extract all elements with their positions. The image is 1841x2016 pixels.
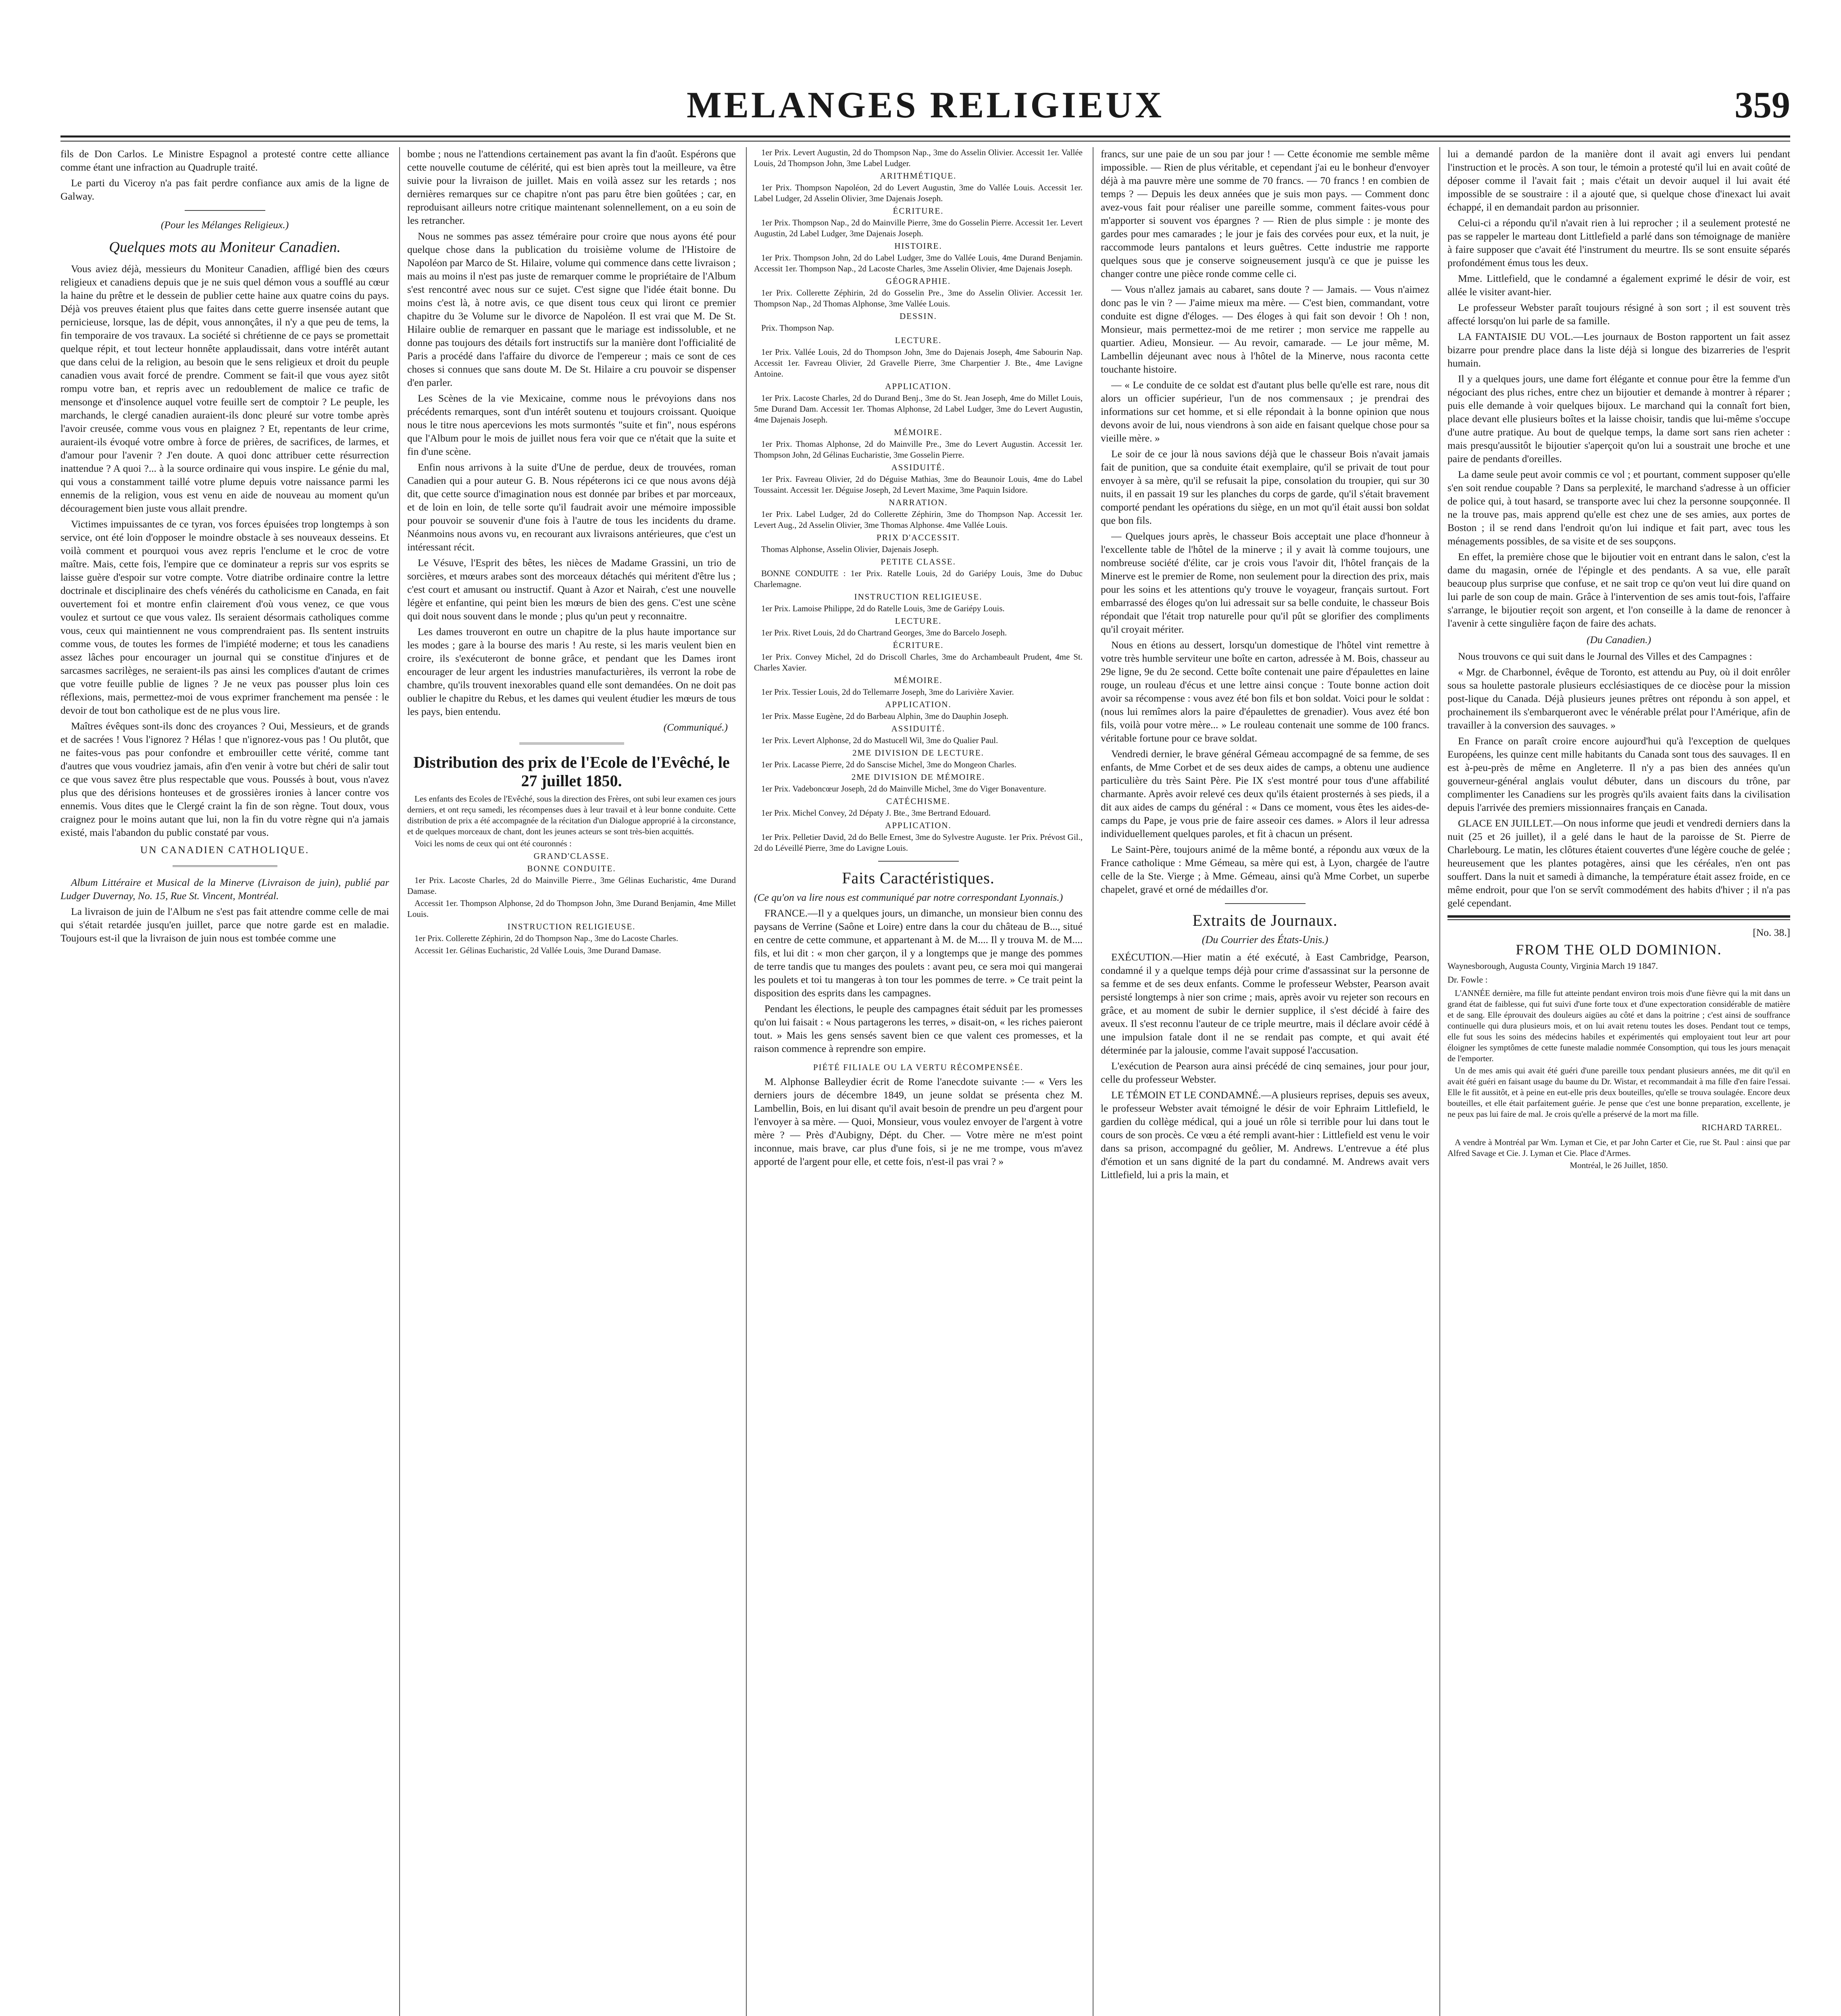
page-number: 359: [1735, 84, 1790, 125]
prize-heading: ARITHMÉTIQUE.: [880, 171, 957, 181]
advert-paragraph: L'ANNÉE dernière, ma fille fut atteinte pendant environ trois mois d'une fièvre qui la mit dans un grand état de faiblesse, qui fut suivi d'une forte toux et d'une expectoration considérable de matière et de sang. Elle éprouvait des douleurs aigües au côté et dans la poitrine ; c'est ainsi de souffrance continuelle qui dura plusieurs mois, et on lui avait retenu toutes les doses. Pendant tout ce temps, elle fut sous les soins des médecins habiles et expérimentés qui employaient tout leur art pour éloigner les symptômes de cette funeste maladie nommée Consomption, qui tous les jours menaçait de l'emporter.: [1447, 988, 1790, 1063]
column-divider: [746, 147, 747, 2016]
prize-heading: ASSIDUITÉ.: [891, 724, 945, 733]
prize-heading: PETITE CLASSE.: [881, 557, 956, 566]
prize-entry: 1er Prix. Thompson Nap., 2d do Mainville Pierre, 3me do Gosselin Pierre. Accessit 1er. Levert Augustin, 2d Label Ludger, 3me Dajenais Joseph.: [754, 218, 1083, 238]
prize-heading: APPLICATION.: [885, 381, 952, 391]
prize-entry: 1er Prix. Vadeboncœur Joseph, 2d do Mainville Michel, 3me do Viger Bonaventure.: [761, 784, 1046, 793]
article-paragraph: Les dames trouveront en outre un chapitre de la plus haute importance sur les modes ; gare à la bourse des maris ! Au reste, si les maris veulent bien en croire, ils s'exécuteront de bonne grâce, et pendant que les Dames iront encourager de leur argent les industries manufacturières, ils verront la robe de chambre, qu'ils trouvent inexorables quand elle sont demandées. On ne doit pas oublier le chapitre du Rebus, et les dames qui veulent étudier les mœurs de tous les pays, bien entendu.: [407, 626, 736, 717]
prize-heading: DESSIN.: [900, 311, 937, 321]
prize-heading: ÉCRITURE.: [893, 640, 944, 650]
prize-heading: CATÉCHISME.: [886, 796, 951, 806]
advert-paragraph: Un de mes amis qui avait été guéri d'une pareille toux pendant plusieurs années, me dit qu'il en avait été guéri en faisant usage du baume du Dr. Wistar, et recommandait à ma fille d'en faire l'essai. Elle le fit aussitôt, et à peine en eut-elle pris deux bouteilles, qu'elle se trouva soulagée. Encore deux bouteilles, et elle était parfaitement guérie. Je pense que c'est une bonne preparation, excellente, je ne peux pas lui faire de mal. Je crois qu'elle a préservé de la mort ma fille.: [1447, 1066, 1790, 1119]
prize-entry: 1er Prix. Lamoise Philippe, 2d do Ratelle Louis, 3me de Gariépy Louis.: [761, 604, 1005, 613]
article-paragraph: Le Vésuve, l'Esprit des bêtes, les nièces de Madame Grassini, un trio de sorcières, et mœurs arabes sont des morceaux détachés qui méritent d'être lus ; c'est court et amusant ou instructif. Quant à Azor et Nairah, c'est une nouvelle légère et enfantine, qui peint bien les mœurs de bien des gens. C'est une scène qui doit nous souvent dans le monde ; plus qu'un peut y reconnaitre.: [407, 557, 736, 622]
article-paragraph: Voici les noms de ceux qui ont été couronnés :: [414, 839, 572, 848]
prize-entry: 1er Prix. Label Ludger, 2d do Collerette Zéphirin, 3me do Thompson Nap. Accessit 1er. Levert Aug., 2d Asselin Olivier, 3me Thomas Alphonse. 4me Vallée Louis.: [754, 509, 1083, 530]
article-source: (Du Canadien.): [1586, 634, 1651, 646]
article-paragraph: L'exécution de Pearson aura ainsi précédé de cinq semaines, jour pour jour, celle du professeur Webster.: [1101, 1060, 1429, 1085]
masthead: [60, 83, 1790, 127]
prize-heading: APPLICATION.: [885, 700, 952, 709]
prize-heading: MÉMOIRE.: [894, 675, 943, 685]
article-paragraph: Nous ne sommes pas assez téméraire pour croire que nous ayons été pour quelque chose dans la publication du troisième volume de l'Histoire de Napoléon par Marco de St. Hilaire, volume qui commence dans cette livraison ; mais au moins il n'est pas juste de remarquer comme le propriétaire de l'Album s'est rencontré avec nous sur ce sujet. C'est signe que l'idée était bonne. Du moins c'est là, à notre avis, ce que disent tous ceux qui liront ce premier chapitre du 3e Volume sur le divorce de Napoléon. Il est vrai que M. De St. Hilaire oublie de remarquer en passant que le mariage est indissoluble, et ne donne pas toujours des détails fort instructifs sur la manière dont l'officialité de Paris a procédé dans l'affaire du divorce de l'empereur ; mais ce sont de ces choses si connues que sans doute M. De St. Hilaire a cru pouvoir se dispenser d'en parler.: [407, 230, 736, 388]
article-subtitle: (Du Courrier des États-Unis.): [1202, 934, 1329, 946]
prize-heading: INSTRUCTION RELIGIEUSE.: [854, 592, 983, 602]
article-paragraph: Le professeur Webster paraît toujours résigné à son sort ; il est souvent très affecté lorsqu'on lui parle de sa famille.: [1447, 302, 1790, 327]
article-paragraph: — Vous n'allez jamais au cabaret, sans doute ? — Jamais. — Vous n'aimez donc pas le vin ? — J'aime mieux ma mère. — C'est bien, commandant, votre conduite est digne d'éloges. — Des éloges à qui fait son devoir ! Oh ! non, Monsieur, mais permettez-moi de me retirer ; mon service me rappelle au quartier. Adieu, Monsieur. — Au revoir, camarade. — Le jour même, M. Lambellin déjeunant avec nous à l'hôtel de la Minerve, nous raconta cette touchante histoire.: [1101, 283, 1429, 375]
prize-heading: LECTURE.: [895, 335, 942, 345]
prize-heading: 2ME DIVISION DE LECTURE.: [852, 748, 984, 758]
prize-entry: Thomas Alphonse, Asselin Olivier, Dajenais Joseph.: [761, 544, 939, 554]
divider: [878, 861, 959, 862]
prize-entry: BONNE CONDUITE : 1er Prix. Ratelle Louis, 2d do Gariépy Louis, 3me do Dubuc Charlemagne.: [754, 569, 1083, 589]
prize-entry: 1er Prix. Vallée Louis, 2d do Thompson John, 3me do Dajenais Joseph, 4me Sabourin Nap. Accessit 1er. Favreau Olivier, 2d Gravelle Pierre, 3me Charpentier J. Bte., 4me Lavigne Antoine.: [754, 347, 1083, 379]
article-paragraph: Vendredi dernier, le brave général Gémeau accompagné de sa femme, de ses enfants, de Mme Corbet et de ses deux aides de camps, a obtenu une audience particulière du très Saint Père. Pie IX s'est montré pour tous d'une affabilité charmante. Après avoir relevé ces deux qu'ils étaient prosternés à ses pieds, il a dit aux aides de camps du général : « Dans ce moment, vous êtes les aides-de-camps du Pape, je vous prie de faire asseoir ces dames. » Alors il leur adressa individuellement quelques paroles, et fit à chacun un présent.: [1101, 748, 1429, 839]
divider: [185, 210, 265, 211]
article-heading: Distribution des prix de l'Ecole de l'Evêché, le 27 juillet 1850.: [413, 753, 730, 790]
article-paragraph: EXÉCUTION.—Hier matin a été exécuté, à East Cambridge, Pearson, condamné il y a quelque temps déjà pour crime d'assassinat sur la personne de sa femme et de ses deux enfants. Comme le professeur Webster, Pearson avait persisté longtemps à nier son crime ; mais, après avoir vu rejeter son recours en grâce, et au moment de subir le dernier supplice, il s'est décidé à faire des aveux. Il s'est reconnu l'auteur de ce triple meurtre, mais il déclare avoir cédé à une impulsion fatale dont il ne se rendait pas compte, et qui avait été déterminée par la jalousie, comme l'avait supposé l'accusation.: [1101, 951, 1429, 1056]
article-paragraph: Le soir de ce jour là nous savions déjà que le chasseur Bois n'avait jamais fait de punition, que sa conduite était exemplaire, qu'il se privait de tout pour envoyer à sa mère, qu'il se refusait la pipe, consolation du troupier, qui sur 30 nuits, il en passait 19 sur les planches du corps de garde, qu'il s'était bravement comporté pendant les opérations du siège, en un mot qu'il était aussi bon soldat que bon fils.: [1101, 448, 1429, 526]
prize-heading: GRAND'CLASSE.: [533, 851, 610, 861]
divider: [1225, 903, 1306, 904]
article-paragraph: La dame seule peut avoir commis ce vol ; et pourtant, comment supposer qu'elle s'en soit rendue coupable ? Dans sa perplexité, le marchand s'adresse à un officier de police qui, à tout hasard, se transporte avec lui chez la personne soupçonnée. Il ne la trouve pas, mais apprend qu'elle est chez une de ses amies, aux portes de Boston ; il se rend dans l'endroit qu'on lui indique et fait part, avec tous les ménagements possibles, de sa visite et de ses soupçons.: [1447, 469, 1790, 547]
prize-heading: MÉMOIRE.: [894, 427, 943, 437]
article-paragraph: Nous trouvons ce qui suit dans le Journal des Villes et des Campagnes :: [1458, 650, 1752, 662]
prize-entry: 1er Prix. Thomas Alphonse, 2d do Mainville Pre., 3me do Levert Augustin. Accessit 1er. Thompson John, 2d Gélinas Eucharistie, 3me Gosselin Pierre.: [754, 439, 1083, 460]
article-paragraph: LA FANTAISIE DU VOL.—Les journaux de Boston rapportent un fait assez bizarre pour prendre place dans la liste déjà si longue des bizarreries de l'esprit humain.: [1447, 331, 1790, 369]
prize-heading: LECTURE.: [895, 616, 942, 626]
prize-entry: 1er Prix. Lacoste Charles, 2d do Durand Benj., 3me do St. Jean Joseph, 4me do Millet Louis, 5me Durand Dam. Accessit 1er. Thomas Alphonse, 2d Label Ludger, 3me do Levert Augustin, 4me Dajenais Joseph.: [754, 393, 1083, 425]
article-paragraph: — « Le conduite de ce soldat est d'autant plus belle qu'elle est rare, nous dit alors un officier supérieur, l'un de nos commensaux ; je prendrai des informations sur cet homme, et si elle répondait à la bonne opinion que nous devons avoir de lui, nous viendrons à son aide en faisant quelque chose pour sa vieille mère. »: [1101, 379, 1429, 444]
article-paragraph: Les enfants des Ecoles de l'Evêché, sous la direction des Frères, ont subi leur examen ces jours derniers, et ont reçu samedi, les récompenses dues à leur travail et à leur bonne conduite. Cette distribution de prix a été accompagnée de la récitation d'un Dialogue approprié à la circonstance, et de quelques morceaux de chant, dont les jeunes acteurs se sont très-bien acquittés.: [407, 794, 736, 836]
divider: [173, 865, 277, 867]
prize-list: [407, 793, 736, 956]
article-paragraph: Il y a quelques jours, une dame fort élégante et connue pour être la femme d'un négociant des plus riches, entre chez un bijoutier et demande à montrer à réparer ; puis elle demande à voir quelques bijoux. Le marchand qui la connaît fort bien, place devant elle plusieurs boîtes et la laisse choisir, tandis que lui-même s'occupe d'une autre pratique. Au bout de quelque temps, la dame sort sans rien acheter : mais presqu'aussitôt le bijoutier s'aperçoit qu'on lui a soustrait une broche et une paire de pendants d'oreilles.: [1447, 373, 1790, 464]
advert-paragraph: A vendre à Montréal par Wm. Lyman et Cie, et par John Carter et Cie, rue St. Paul : ainsi que par Alfred Savage et Cie. J. Lyman et Cie. Place d'Armes.: [1447, 1137, 1790, 1158]
column-divider: [399, 147, 400, 2016]
prize-entry: 1er Prix. Collerette Zéphirin, 2d do Gosselin Pre., 3me do Asselin Olivier. Accessit 1er. Thompson Nap., 2d Thomas Alphonse, 3me Vallée Louis.: [754, 288, 1083, 308]
column-3: [754, 147, 1083, 2016]
article-paragraph: Maîtres évêques sont-ils donc des croyances ? Oui, Messieurs, et de grands et de sacrées ! Vous l'ignorez ? Hélas ! que n'ignorez-vous pas ! Ou plutôt, que ne faites-vous pas pour confondre et embrouiller cette vérité, comme tant d'autres que vous voudriez jamais, afin d'en venir à votre but chéri de salir tout ce que vous savez être plus respectable que vous. Poussés à bout, vous n'avez plus que des dérisions honteuses et de grossières ironies à lancer contre vos ennemis. Vous dites que le Clergé craint la fin de son règne. Tout doux, vous craignez pour le moins autant que lui, non la fin du votre règne qui n'a jamais existé, mais l'abandon du public constaté par vous.: [60, 720, 389, 838]
article-paragraph: En France on paraît croire encore aujourd'hui qu'à l'exception de quelques Européens, les quinze cent mille habitants du Canada sont tous des sauvages. Il en est à-peu-près de même en Angleterre. Il n'y a pas bien des années qu'un gouverneur-général anglais voulut débuter, dans un discours du trône, par complimenter les Canadiens sur les progrès qu'ils avaient faits dans la civilisation depuis l'arrivée des premiers missionnaires français en Canada.: [1447, 735, 1790, 813]
article-signature: UN CANADIEN CATHOLIQUE.: [140, 844, 310, 856]
article-paragraph: — Quelques jours après, le chasseur Bois acceptait une place d'honneur à l'excellente table de l'hôtel de la minerve ; il y avait là comme toujours, une nombreuse société d'élite, car je crois vous l'avoir dit, l'hôtel français de la Minerve est le premier de Rome, non seulement pour la direction des prix, mais pour les soins et les attentions qu'y trouve le voyageur, français surtout. Fort embarrassé des éloges qu'on lui adressait sur sa belle conduite, le chasseur Bois répondait que l'était trop naturelle pour qu'il pût se glorifier des compliments qu'il croyait mériter.: [1101, 530, 1429, 635]
prize-entry: 1er Prix. Lacasse Pierre, 2d do Sanscise Michel, 3me do Mongeon Charles.: [761, 760, 1016, 769]
advert-place: Montréal, le 26 Juillet, 1850.: [1570, 1160, 1668, 1170]
column-4: [1101, 147, 1429, 2016]
article-paragraph: « Mgr. de Charbonnel, évêque de Toronto, est attendu au Puy, où il doit enrôler sous sa houlette pastorale plusieurs ecclésiastiques de ce diocèse pour la mission post-lique du Canada. Déjà plusieurs jeunes prêtres ont répondu à son appel, et prochainement ils s'embarqueront avec le vénérable prélat pour l'Amérique, afin de travailler à la conversion des sauvages. »: [1447, 666, 1790, 731]
article-paragraph: La livraison de juin de l'Album ne s'est pas fait attendre comme celle de mai qui s'était retardée jusqu'en juillet, parce que notre garde est en maladie. Toujours est-il que la livraison de juin nous est tombée comme une: [60, 906, 389, 944]
section-heading: PIÉTÉ FILIALE OU LA VERTU RÉCOMPENSÉE.: [813, 1062, 1024, 1072]
advert-salutation: Dr. Fowle :: [1447, 975, 1488, 985]
article-paragraph: Pendant les élections, le peuple des campagnes était séduit par les promesses qu'on lui faisait : « Nous partagerons les terres, » disait-on, « les riches paieront tout. » Mais les gens sensés savent bien ce que valent ces promesses, et la raison commence à reprendre son empire.: [754, 1003, 1083, 1054]
prize-heading: HISTOIRE.: [894, 241, 942, 251]
article-paragraph: Vous aviez déjà, messieurs du Moniteur Canadien, affligé bien des cœurs religieux et canadiens depuis que je ne suis quel démon vous a soufflé au cœur la haine du prêtre et le dessein de publier cette haine aux quatre coins du pays. Déjà vos preuves étaient plus que faites dans cette guerre insensée autant que pernicieuse, lorsque, las de dépit, vous annonçâtes, il n'y a que peu de tems, la fin temporaire de vos travaux. La société si chrétienne de ce pays se promettait quelque répit, et tout lecteur honnête applaudissait, dans votre intérêt autant que dans celui de la religion, au besoin que le sens religieux et droit du peuple canadien vous avait forcé de prendre. Comment se fait-il que vous ayez sitôt rompu votre ban, et repris avec un redoublement de malice ce trafic de mensonge et d'insolence auquel votre feuille sert de comptoir ? Le peuple, les marchands, le clergé canadien auraient-ils donc pleuré sur votre tombe après l'avoir creusée, comme vous vous en plaignez ? Et, repentants de leur crime, auraient-ils évoqué votre ombre à force de prières, de sacrifices, de larmes, et d'amour pour l'avenir ? J'en doute. A quoi donc attribuer cette résurrection inattendue ? A quoi ?... à la source ordinaire qui vous inspire. Le génie du mal, qui vous a constamment taillé votre plume depuis votre naissance parmi les ennemis de la religion, vous est venu en aide de nouveau au moment qu'un découragement bien juste vous allait prendre.: [60, 263, 389, 514]
article-paragraph: LE TÉMOIN ET LE CONDAMNÉ.—A plusieurs reprises, depuis ses aveux, le professeur Webster avait témoigné le désir de voir Ephraim Littlefield, le gardien du collège médical, qui a joué un rôle si terrible pour lui dans tout le cours de son procès. Ce vœu a été rempli avant-hier : Littlefield est venu le voir dans sa prison, accompagné du geôlier, M. Andrews. L'entrevue a été plus d'émotion et un sans dignité de la part du condamné. M. Andrews avait vers Littlefield, lui a pris la main, et: [1101, 1089, 1429, 1181]
prize-entry: Prix. Thompson Nap.: [761, 323, 834, 333]
column-1: [60, 147, 389, 2016]
article-paragraph: Mme. Littlefield, que le condamné a également exprimé le désir de voir, est allée le visiter avant-hier.: [1447, 273, 1790, 298]
prize-entry: 1er Prix. Favreau Olivier, 2d do Déguise Mathias, 3me do Beaunoir Louis, 4me do Label Toussaint. Accessit 1er. Déguise Joseph, 2d Levert Maxime, 3me Paquin Isidore.: [754, 474, 1083, 495]
article-paragraph: Victimes impuissantes de ce tyran, vos forces épuisées trop longtemps à son service, ont été loin d'opposer le moindre obstacle à ses nouveaux desseins. Et voilà comment et pourquoi vous avez repris l'enclume et le croc de votre maître. Mais, cette fois, l'empire que ce dominateur a repris sur vos esprits se laisse guère d'espoir sur votre compte. Votre diatribe ordinaire contre la lettre doctrinale et disciplinaire des chefs vénérés du catholicisme en Canada, en fait ouvertement foi et montre enfin clairement d'où vous venez, ce que vous voulez et surtout ce que vous valez. Ils seraient désormais catholiques comme vous, ceux qui maintiennent ne vous comprendraient pas. Ils sentent instruits comme vous, de toutes les formes de l'impiété moderne; et tous les canadiens assez lâches pour encourager un journal qui se constitue d'injures et de sarcasmes sacrilèges, ne seraient-ils pas ainsi les complices d'autant de crimes que votre feuille publie de lignes ? Je ne veux pas pousser plus loin ces réflexions, mais, permettez-moi de vous exprimer franchement ma pensée : le devoir de tout bon catholique est de ne plus vous lire.: [60, 518, 389, 716]
article-paragraph: lui a demandé pardon de la manière dont il avait agi envers lui pendant l'instruction et le procès. A son tour, le témoin a protesté qu'il lui en avait coûté de déposer comme il l'avait fait ; mais c'était un devoir auquel il lui avait été impossible de se soustraire : il a ajouté que, si quelque chose d'inexact lui avait échappé, il en demandait pardon au prisonnier.: [1447, 148, 1790, 213]
prize-entry: 1er Prix. Michel Convey, 2d Dépaty J. Bte., 3me Bertrand Edouard.: [761, 808, 991, 818]
advert-dateline: Waynesborough, Augusta County, Virginia March 19 1847.: [1447, 961, 1658, 971]
prize-heading: APPLICATION.: [885, 821, 952, 830]
article-paragraph: En effet, la première chose que le bijoutier voit en entrant dans le salon, c'est la dame du magasin, ornée de l'épingle et des pendants. A sa vue, elle paraît beaucoup plus surprise que confuse, et ne sait trop ce qu'on veut lui dire quand on lui parle de son coup de main. Grâce à l'intervention de ses amis tout-fois, l'affaire s'arrange, le bijoutier reçoit son argent, et l'on conseille à la dame de renoncer à l'avenir à cette singulière façon de faire des achats.: [1447, 551, 1790, 629]
article-paragraph: M. Alphonse Balleydier écrit de Rome l'anecdote suivante :— « Vers les derniers jours de décembre 1849, un jeune soldat se présenta chez M. Lambellin, Bois, en lui disant qu'il avait besoin de prendre un peu d'argent pour l'envoyer à sa mère. — Quoi, Monsieur, vous voulez envoyer de l'argent à votre mère ? — Près d'Aubigny, Dépt. du Cher. — Votre mère ne m'est point inconnue, mais brave, car plus d'une fois, si je ne me trompe, vous m'avez apporté de l'argent pour elle, et cette fois, n'est-il pas vrai ? »: [754, 1076, 1083, 1167]
article-subtitle: (Ce qu'on va lire nous est communiqué par notre correspondant Lyonnais.): [754, 891, 1063, 903]
prize-heading: INSTRUCTION RELIGIEUSE.: [507, 922, 636, 931]
prize-heading: GÉOGRAPHIE.: [885, 276, 951, 286]
prize-entry: 1er Prix. Thompson John, 2d do Label Ludger, 3me do Vallée Louis, 4me Durand Benjamin. Accessit 1er. Thompson Nap., 2d Lacoste Charles, 3me Asselin Olivier, 4me Dajenais Joseph.: [754, 253, 1083, 273]
advert-signature: RICHARD TARREL.: [1701, 1123, 1782, 1132]
prize-heading: PRIX D'ACCESSIT.: [877, 533, 960, 542]
prize-heading: NARRATION.: [889, 498, 948, 507]
article-paragraph: Enfin nous arrivons à la suite d'Une de perdue, deux de trouvées, roman Canadien qui a pour auteur G. B. Nous répéterons ici ce que nous avons déjà dit, que cette source d'imagination nous est donnée par bribes et par morceaux, et de loin en loin, de telle sorte qu'il faudrait avoir une mémoire impossible pour pouvoir se souvenir d'une fois à l'autre de tous les incidents du drame. Néanmoins nous avons vu, en recourant aux livraisons antérieures, que c'est un intéressant récit.: [407, 461, 736, 553]
prize-sections: [754, 171, 1083, 854]
divider: [1447, 915, 1790, 920]
header-rule: [60, 135, 1790, 142]
prize-entry: 1er Prix. Thompson Napoléon, 2d do Levert Augustin, 3me do Vallée Louis. Accessit 1er. Label Ludger, 2d Asselin Olivier, 3me Dajenais Joseph.: [754, 183, 1083, 203]
prize-entry: 1er Prix. Tessier Louis, 2d do Tellemarre Joseph, 3me do Larivière Xavier.: [761, 687, 1014, 697]
prize-entry: Accessit 1er. Thompson Alphonse, 2d do Thompson John, 3me Durand Benjamin, 4me Millet Louis.: [407, 898, 736, 919]
article-heading: Faits Caractéristiques.: [842, 869, 995, 887]
article-signature: (Communiqué.): [663, 721, 728, 733]
advert-heading: FROM THE OLD DOMINION.: [1516, 941, 1722, 958]
prize-heading: ASSIDUITÉ.: [891, 462, 945, 472]
prize-heading: 2ME DIVISION DE MÉMOIRE.: [851, 772, 985, 782]
prize-heading: BONNE CONDUITE.: [527, 864, 616, 873]
review-title: Album Littéraire et Musical de la Minerve (Livraison de juin), publié par Ludger Duvernay, No. 15, Rue St. Vincent, Montréal.: [60, 877, 389, 902]
article-heading: Extraits de Journaux.: [1192, 911, 1338, 929]
prize-list: [754, 147, 1083, 854]
article-paragraph: Le parti du Viceroy n'a pas fait perdre confiance aux amis de la ligne de Galway.: [60, 177, 389, 202]
prize-entry: 1er Prix. Levert Alphonse, 2d do Mastucell Wil, 3me do Qualier Paul.: [761, 735, 998, 745]
prize-entry: 1er Prix. Lacoste Charles, 2d do Mainville Pierre., 3me Gélinas Eucharistic, 4me Durand Damase.: [407, 875, 736, 896]
article-paragraph: fils de Don Carlos. Le Ministre Espagnol a protesté contre cette alliance comme étant une infraction au Quadruple traité.: [60, 148, 389, 173]
article-heading: Quelques mots au Moniteur Canadien.: [109, 239, 341, 256]
prize-entry: 1er Prix. Masse Eugène, 2d do Barbeau Alphin, 3me do Dauphin Joseph.: [761, 711, 1008, 721]
page-title: MELANGES RELIGIEUX: [686, 84, 1164, 125]
prize-entry: 1er Prix. Levert Augustin, 2d do Thompson Nap., 3me do Asselin Olivier. Accessit 1er. Vallée Louis, 2d Thompson John, 3me Label Ludger.: [754, 148, 1083, 168]
article-paragraph: Les Scènes de la vie Mexicaine, comme nous le prévoyions dans nos précédents remarques, sont d'un intérêt soutenu et toujours croissant. Quoique nous le titre nous apercevions les mots surmontés "suite et fin", nous espérons que l'Album pour le mois de juillet nous fera voir que ce n'était que la suite et fin d'une scène.: [407, 392, 736, 457]
prize-entry: 1er Prix. Convey Michel, 2d do Driscoll Charles, 3me do Archambeault Prudent, 4me St. Charles Xavier.: [754, 652, 1083, 673]
divider: [519, 743, 624, 744]
article-paragraph: Celui-ci a répondu qu'il n'avait rien à lui reprocher ; il a seulement protesté ne pas se rappeler le marteau dont Littlefield a parlé dans son témoignage de manière à faire supposer que c'avait été l'instrument du meurtre. Ils se sont ensuite séparés profondément émus tous les deux.: [1447, 217, 1790, 269]
prize-entry: Accessit 1er. Gélinas Eucharistic, 2d Vallée Louis, 3me Durand Damase.: [414, 946, 661, 955]
prize-entry: 1er Prix. Collerette Zéphirin, 2d do Thompson Nap., 3me do Lacoste Charles.: [414, 933, 678, 943]
prize-entry: 1er Prix. Pelletier David, 2d do Belle Ernest, 3me do Sylvestre Auguste. 1er Prix. Prévost Gil., 2d do Léveillé Pierre, 3me do Lavigne Louis.: [754, 832, 1083, 853]
advert-body: [1447, 960, 1790, 1171]
column-2: [407, 147, 736, 2016]
article-paragraph: francs, sur une paie de un sou par jour ! — Cette économie me semble même impossible. — Rien de plus véritable, et cependant j'ai eu le bonheur d'envoyer déjà à ma pauvre mère une somme de 70 francs. — 70 francs ! en combien de temps ? — Depuis les deux années que je suis mon pays. — Comment donc avez-vous fait pour réaliser une pareille somme, comment faites-vous pour m'apporter si souvent vos épargnes ? — Rien de plus simple : je monte des gardes pour mes camarades ; le jour je fais des corvées pour eux, et la nuit, je raccommode leurs pantalons et leurs guêtres. Cette industrie me rapporte quelques sous que je conserve soigneusement jusqu'à ce que je puisse les changer contre une pièce ronde comme celle ci.: [1101, 148, 1429, 279]
article-paragraph: FRANCE.—Il y a quelques jours, un dimanche, un monsieur bien connu des paysans de Verrine (Saône et Loire) entre dans la cour du château de B..., situé en centre de cette commune, et appartenant à M. de M.... Il y trouva M. de M.... fils, et lui dit : « mon cher garçon, il y a longtemps que je mange des pommes de terre tandis que tu manges des poulets : avant peu, ce sera moi qui mangerai les poulets et toi tu mangeras à ton tour les pommes de terre. » Ce trait peint la disposition des esprits dans les campagnes.: [754, 907, 1083, 999]
prize-heading: ÉCRITURE.: [893, 206, 944, 216]
advert-number: [No. 38.]: [1753, 927, 1790, 938]
article-paragraph: bombe ; nous ne l'attendions certainement pas avant la fin d'août. Espérons que cette nouvelle coutume de célérité, qui est bien après tout la meilleure, va être suivie pour la livraison de juillet. Mais en voilà assez sur les retards ; nos dernières remarques sur ce chapitre n'ont pas paru être bien goûtées ; car, en reproduisant ailleurs notre critique maintenant solennellement, on a eu soin de les retrancher.: [407, 148, 736, 226]
column-5: [1447, 147, 1790, 2016]
article-source: (Pour les Mélanges Religieux.): [160, 219, 289, 231]
article-paragraph: Le Saint-Père, toujours animé de la même bonté, a répondu aux vœux de la France catholique : Mme Gémeau, sa mère qui est, à Lyon, chargée de l'autre celle de la Ste. Vierge ; à Mme. Gémeau, ainsi qu'à Mme Corbet, un superbe chapelet, gravé et orné de médailles d'or.: [1101, 843, 1429, 895]
article-paragraph: GLACE EN JUILLET.—On nous informe que jeudi et vendredi derniers dans la nuit (25 et 26 juillet), il a gelé dans le haut de la paroisse de St. Pierre de Charlebourg. Le matin, les clôtures étaient couvertes d'une légère couche de gelée ; heureusement que les plantes potagères, ainsi que les céréales, n'en ont pas souffert. Dans la nuit et samedi à dimanche, la température était assez froide, en ce même endroit, pour que l'on se servît commodément des habits d'hiver ; il n'a pas gelé cependant.: [1447, 817, 1790, 909]
column-divider: [1439, 147, 1440, 2016]
article-paragraph: Nous en étions au dessert, lorsqu'un domestique de l'hôtel vint remettre à votre très humble serviteur une boîte en carton, adressée à M. Bois, chasseur au 29e ligne, 9e du 2e second. Cette boîte contenait une paire d'épaulettes en laine rouge, un rouleau d'écus et une lettre ainsi conçue : Toute bonne action doit avoir sa récompense : vous avez été bon fils et bon soldat. Voici pour le soldat : (nous lui remîmes alors la paire d'épaulettes de grenadier). Vous avez été bon fils, voilà pour votre mère... » Le rouleau contenait une somme de 100 francs. véritable fortune pour ce brave soldat.: [1101, 639, 1429, 744]
prize-entry: 1er Prix. Rivet Louis, 2d do Chartrand Georges, 3me do Barcelo Joseph.: [761, 628, 1007, 637]
